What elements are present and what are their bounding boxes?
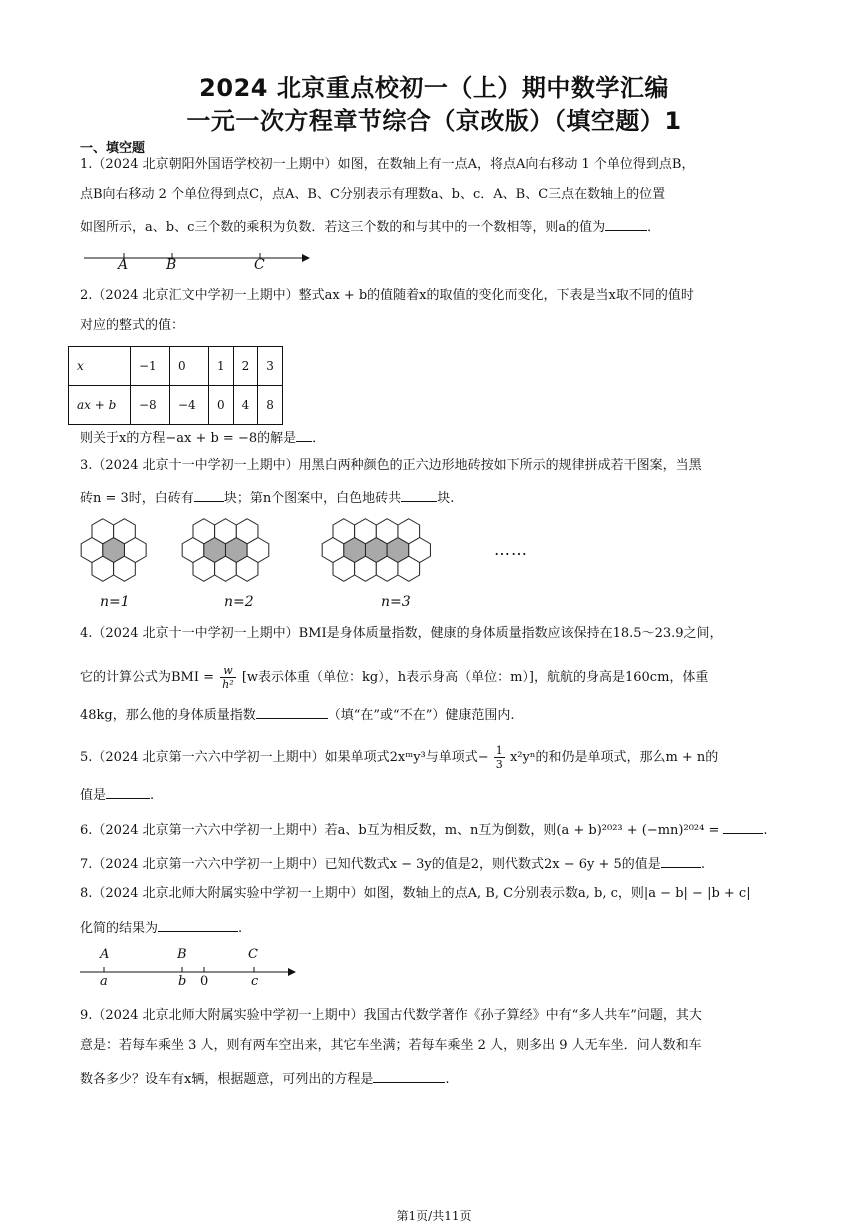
q4-line3-b: （填“在”或“不在”）健康范围内.: [327, 708, 515, 723]
q5-frac-den: 3: [495, 758, 503, 771]
table-header-expr: ax + b: [69, 386, 131, 425]
q4-fraction: [220, 664, 236, 691]
q3-line2-end: 块.: [437, 491, 455, 506]
q4-line2-a: 它的计算公式为BMI =: [80, 670, 215, 685]
table-cell: 4: [233, 386, 258, 425]
q8-axis-lower-a: a: [100, 974, 108, 989]
q7-line1-end: .: [700, 857, 705, 872]
q5-line1-b: x²yⁿ的和仍是单项式，那么m + n的: [509, 750, 719, 765]
q8-axis-lower-b: b: [178, 974, 187, 989]
q1-axis-label-b: B: [166, 257, 177, 273]
table-cell: 8: [258, 386, 283, 425]
q8-axis-upper-a: A: [100, 947, 110, 962]
q8-line1: 8.（2024 北京北师大附属实验中学初一上期中）如图，数轴上的点A, B, C分别表示数a, b, c，则|a − b| − |b + c|: [80, 886, 751, 901]
q6-line1-end: .: [763, 823, 768, 838]
q5-line2-text: 值是: [80, 788, 107, 803]
q1-line3-end: ．: [647, 220, 661, 235]
q5-line2-end: .: [150, 788, 155, 803]
q3-answer-blank-2[interactable]: [401, 488, 437, 502]
table-cell: −1: [131, 347, 170, 386]
q3-line1: 3.（2024 北京十一中学初一上期中）用黑白两种颜色的正六边形地砖按如下所示的规律拼成若干图案，当黑: [80, 458, 702, 473]
table-cell: 3: [258, 347, 283, 386]
q7-line1-text: 7.（2024 北京第一六六中学初一上期中）已知代数式x − 3y的值是2，则代数式2x − 6y + 5的值是: [80, 857, 661, 872]
q8-number-line: [78, 962, 308, 982]
q2-line3: [80, 428, 792, 447]
q1-line1: 1.（2024 北京朝阳外国语学校初一上期中）如图，在数轴上有一点A，将点A向右移动 1 个单位得到点B，: [80, 157, 695, 172]
table-cell: 1: [209, 347, 234, 386]
q2-line1: 2.（2024 北京汇文中学初一上期中）整式ax + b的值随着x的取值的变化而变化，下表是当x取不同的值时: [80, 288, 694, 303]
q6-answer-blank[interactable]: [723, 820, 763, 834]
q9-line3-end: .: [445, 1072, 450, 1087]
q8-axis-lower-zero: 0: [200, 974, 209, 989]
table-row: [69, 347, 283, 386]
table-cell: −8: [131, 386, 170, 425]
q9-line1: 9.（2024 北京北师大附属实验中学初一上期中）我国古代数学著作《孙子算经》中有“多人共车”问题，其大: [80, 1008, 702, 1023]
q4-line2: [80, 664, 792, 691]
q8-axis-lower-c: c: [251, 974, 259, 989]
q1-number-line: [80, 248, 320, 278]
q5-line2: [80, 785, 792, 804]
q5-fraction: [494, 744, 505, 771]
page-subtitle: 一元一次方程章节综合（京改版）（填空题）1: [186, 107, 682, 135]
q4-line2-b: [w表示体重（单位：kg），h表示身高（单位：m）]，航航的身高是160cm，体重: [241, 670, 709, 685]
q4-answer-blank[interactable]: [256, 705, 328, 719]
q3-line2-a: 砖n = 3时，白砖有: [80, 491, 194, 506]
q1-axis-label-a: A: [118, 257, 129, 273]
q2-line2: 对应的整式的值：: [80, 318, 185, 333]
q8-answer-blank[interactable]: [158, 918, 238, 932]
q4-frac-num: w: [220, 664, 236, 678]
q4-line3: [80, 705, 792, 724]
q1-line3-text: 如图所示，a、b、c三个数的乘积为负数．若这三个数的和与其中的一个数相等，则a的值为: [80, 220, 606, 235]
q8-line2-text: 化简的结果为: [80, 921, 159, 936]
q5-frac-num: 1: [495, 744, 503, 757]
q4-line3-a: 48kg，那么他的身体质量指数: [80, 708, 256, 723]
page-title: 2024 北京重点校初一（上）期中数学汇编: [199, 74, 669, 102]
q4-line1: 4.（2024 北京十一中学初一上期中）BMI是身体质量指数，健康的身体质量指数应该保持在18.5～23.9之间，: [80, 626, 723, 641]
q7-answer-blank[interactable]: [661, 854, 701, 868]
table-cell: 0: [170, 347, 209, 386]
q9-line2: 意是：若每车乘坐 3 人，则有两车空出来，其它车坐满；若每车乘坐 2 人，则多出 9 人无车坐．问人数和车: [80, 1038, 702, 1053]
q1-answer-blank[interactable]: [605, 217, 647, 231]
q2-answer-blank[interactable]: [296, 428, 312, 442]
q3-line2: [80, 488, 792, 507]
q9-line3: [80, 1069, 792, 1088]
q8-axis-upper-c: C: [248, 947, 258, 962]
q5-line1-a: 5.（2024 北京第一六六中学初一上期中）如果单项式2xᵐy³与单项式−: [80, 750, 489, 765]
table-row: [69, 386, 283, 425]
q3-label-n1: n=1: [100, 594, 130, 610]
table-cell: 0: [209, 386, 234, 425]
q8-line2: [80, 918, 792, 937]
page-footer: 第1页/共11页: [396, 1209, 472, 1223]
q2-line3-text: 则关于x的方程−ax + b = −8的解是: [80, 431, 297, 446]
section-heading: 一、填空题: [80, 141, 146, 156]
q7-line1: [80, 854, 792, 873]
q1-axis-label-c: C: [254, 257, 265, 273]
q3-line2-b: 块；第n个图案中，白色地砖共: [223, 491, 402, 506]
table-cell: 2: [233, 347, 258, 386]
q3-answer-blank-1[interactable]: [194, 488, 224, 502]
q1-line3: [80, 217, 792, 236]
q4-frac-den: h²: [222, 678, 234, 691]
q2-line3-end: ．: [312, 431, 326, 446]
q8-axis-upper-b: B: [177, 947, 187, 962]
q3-ellipsis: ……: [494, 540, 528, 559]
q8-line2-end: .: [238, 921, 243, 936]
q5-answer-blank[interactable]: [106, 785, 150, 799]
q6-line1-text: 6.（2024 北京第一六六中学初一上期中）若a、b互为相反数，m、n互为倒数，则(a + b)²⁰²³ + (−mn)²⁰²⁴ =: [80, 823, 720, 838]
q5-line1: [80, 744, 792, 771]
q9-answer-blank[interactable]: [373, 1069, 445, 1083]
q2-value-table: [68, 346, 283, 425]
q9-line3-text: 数各多少？设车有x辆，根据题意，可列出的方程是: [80, 1072, 374, 1087]
q3-label-n2: n=2: [224, 594, 254, 610]
q3-hexagon-figure: [70, 510, 490, 590]
q6-line1: [80, 820, 792, 839]
q3-label-n3: n=3: [381, 594, 411, 610]
table-cell: −4: [170, 386, 209, 425]
table-header-x: x: [69, 347, 131, 386]
q1-line2: 点B向右移动 2 个单位得到点C，点A、B、C分别表示有理数a、b、c．A、B、C三点在数轴上的位置: [80, 187, 666, 202]
